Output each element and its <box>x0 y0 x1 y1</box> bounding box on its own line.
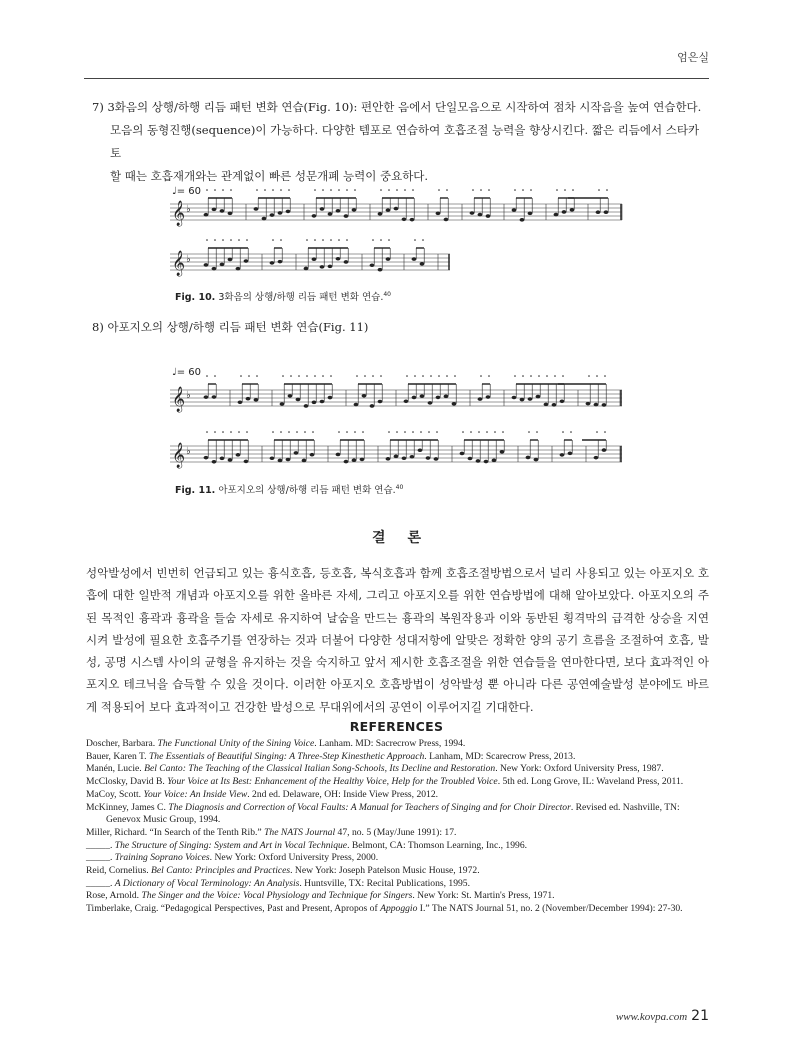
fig-11-caption-ref: 40 <box>395 483 404 491</box>
reference-item: McKinney, James C. The Diagnosis and Correction of Vocal Faults: A Manual for Teachers of Singing and for Choir Director. Revised ed. Nashville, TN: Genevox Music Group, 1994. <box>86 801 680 826</box>
reference-item: Doscher, Barbara. The Functional Unity of the Sining Voice. Lanham. MD: Sacrecrow Press, 1994. <box>86 738 466 749</box>
fig-11-caption-text: 아포지오의 상행/하행 리듬 패턴 변화 연습. <box>218 485 396 496</box>
fig-11-caption-label: Fig. 11. <box>175 485 216 496</box>
running-header-author: 엄은실 <box>677 51 709 64</box>
fig-10-caption <box>175 289 391 303</box>
reference-item: _____. Training Soprano Voices. New York: Oxford University Press, 2000. <box>86 852 379 864</box>
reference-item: Reid, Cornelius. Bel Canto: Principles and Practices. New York: Joseph Patelson Music House, 1972. <box>86 865 480 877</box>
svg-text:𝄞: 𝄞 <box>172 201 186 226</box>
fig-10-tempo: ♩= 60 <box>172 186 201 197</box>
reference-item: MaCoy, Scott. Your Voice: An Inside View. 2nd ed. Delaware, OH: Inside View Press, 2012. <box>86 788 439 800</box>
reference-item: Bauer, Karen T. The Essentials of Beautiful Singing: A Three-Step Kinesthetic Approach. Lanham, MD: Scarecrow Press, 2013. <box>86 750 576 762</box>
conclusion-heading: 결론 <box>371 530 444 546</box>
header-rule <box>84 78 709 79</box>
svg-text:♭: ♭ <box>186 390 191 401</box>
svg-text:♭: ♭ <box>186 446 191 457</box>
svg-text:𝄞: 𝄞 <box>172 251 186 276</box>
section-8-line-1: 8) 아포지오의 상행/하행 리듬 패턴 변화 연습(Fig. 11) <box>92 320 369 334</box>
section-7-text <box>92 96 709 188</box>
fig-11-score <box>170 363 630 478</box>
references-heading: REFERENCES <box>349 719 444 734</box>
reference-item: Miller, Richard. “In Search of the Tenth Rib.” The NATS Journal 47, no. 5 (May/June 1991): 17. <box>86 826 457 838</box>
svg-text:𝄞: 𝄞 <box>172 443 186 468</box>
fig-11-staff-2 <box>170 431 622 468</box>
fig-11-caption <box>175 482 403 496</box>
reference-item: Rose, Arnold. The Singer and the Voice: Vocal Physiology and Technique for Singers. New York: St. Martin's Press, 1971. <box>86 890 555 902</box>
reference-item: _____. A Dictionary of Vocal Terminology: An Analysis. Huntsville, TX: Recital Publications, 1995. <box>86 877 471 889</box>
fig-10-staff-2 <box>170 239 450 276</box>
fig-11-staff-1 <box>170 375 622 412</box>
page-number: 21 <box>691 1008 709 1024</box>
fig-10-caption-text: 3화음의 상행/하행 리듬 패턴 변화 연습. <box>218 292 384 303</box>
section-7-line-3: 할 때는 호흡재개와는 관계없이 빠른 성문개폐 능력이 중요하다. <box>110 169 429 183</box>
svg-text:𝄞: 𝄞 <box>172 387 186 412</box>
section-7-line-2: 모음의 동형진행(sequence)이 가능하다. 다양한 템포로 연습하여 호흡조절 능력을 향상시킨다. 짧은 리듬에서 스타카토 <box>110 123 700 160</box>
section-7-line-1: 7) 3화음의 상행/하행 리듬 패턴 변화 연습(Fig. 10): 편안한 음에서 단일모음으로 시작하여 점차 시작음을 높여 연습한다. <box>92 100 702 114</box>
section-8-text <box>92 316 709 339</box>
footer-site: www.kovpa.com <box>615 1011 688 1023</box>
fig-10-staff-1 <box>170 189 622 226</box>
references-list <box>86 738 709 916</box>
reference-item: Timberlake, Craig. “Pedagogical Perspectives, Past and Present, Apropos of Appoggio I.” The NATS Journal 51, no. 2 (November/December 1994): 27-30. <box>86 903 683 915</box>
reference-item: McClosky, David B. Your Voice at Its Best: Enhancement of the Healthy Voice, Help for the Troubled Voice. 5th ed. Long Grove, IL: Waveland Press, 2011. <box>86 776 684 788</box>
fig-10-score <box>170 182 630 282</box>
fig-10-caption-label: Fig. 10. <box>175 292 216 303</box>
reference-item: _____. The Structure of Singing: System and Art in Vocal Technique. Belmont, CA: Thomson Learning, Inc., 1996. <box>86 839 528 851</box>
reference-item: Manén, Lucie. Bel Canto: The Teaching of the Classical Italian Song-Schools, Its Decline and Restoration. New York: Oxford University Press, 1987. <box>86 763 664 775</box>
fig-11-tempo: ♩= 60 <box>172 367 201 378</box>
svg-text:♭: ♭ <box>186 254 191 265</box>
fig-10-caption-ref: 40 <box>383 290 391 298</box>
svg-text:♭: ♭ <box>186 204 191 215</box>
page-footer <box>616 1008 709 1024</box>
conclusion-body: 성악발성에서 빈번히 언급되고 있는 흉식호흡, 등호흡, 복식호흡과 함께 호흡조절방법으로서 널리 사용되고 있는 아포지오 호흡에 대한 일반적 개념과 아포지오를 위한 올바른 자세, 그리고 아포지오를 위한 연습방법에 대해 알아보았다. 아포지오의 주된 목적인 흉곽과 흉곽을 들숨 자세로 유지하여 날숨을 만드는 흉곽의 복원작용과 이와 동반된 횡격막의 급격한 상승을 지연시켜 발성에 필요한 호흡주기를 연장하는 것과 더불어 다양한 성대저항에 알맞은 정확한 양의 공기 흐름을 조절하여 호흡, 발성, 공명 시스템 사이의 균형을 유지하는 것을 숙지하고 앞서 제시한 호흡조절을 위한 연습들을 연마한다면, 보다 효과적인 아포지오 테크닉을 습득할 수 있을 것이다. 이러한 아포지오 호흡방법이 성악발성 뿐 아니라 다른 공연예술발성 분야에도 바르게 적용되어 보다 효과적이고 건강한 발성으로 무대위에서의 공연이 이루어지길 기대한다. <box>86 566 709 714</box>
